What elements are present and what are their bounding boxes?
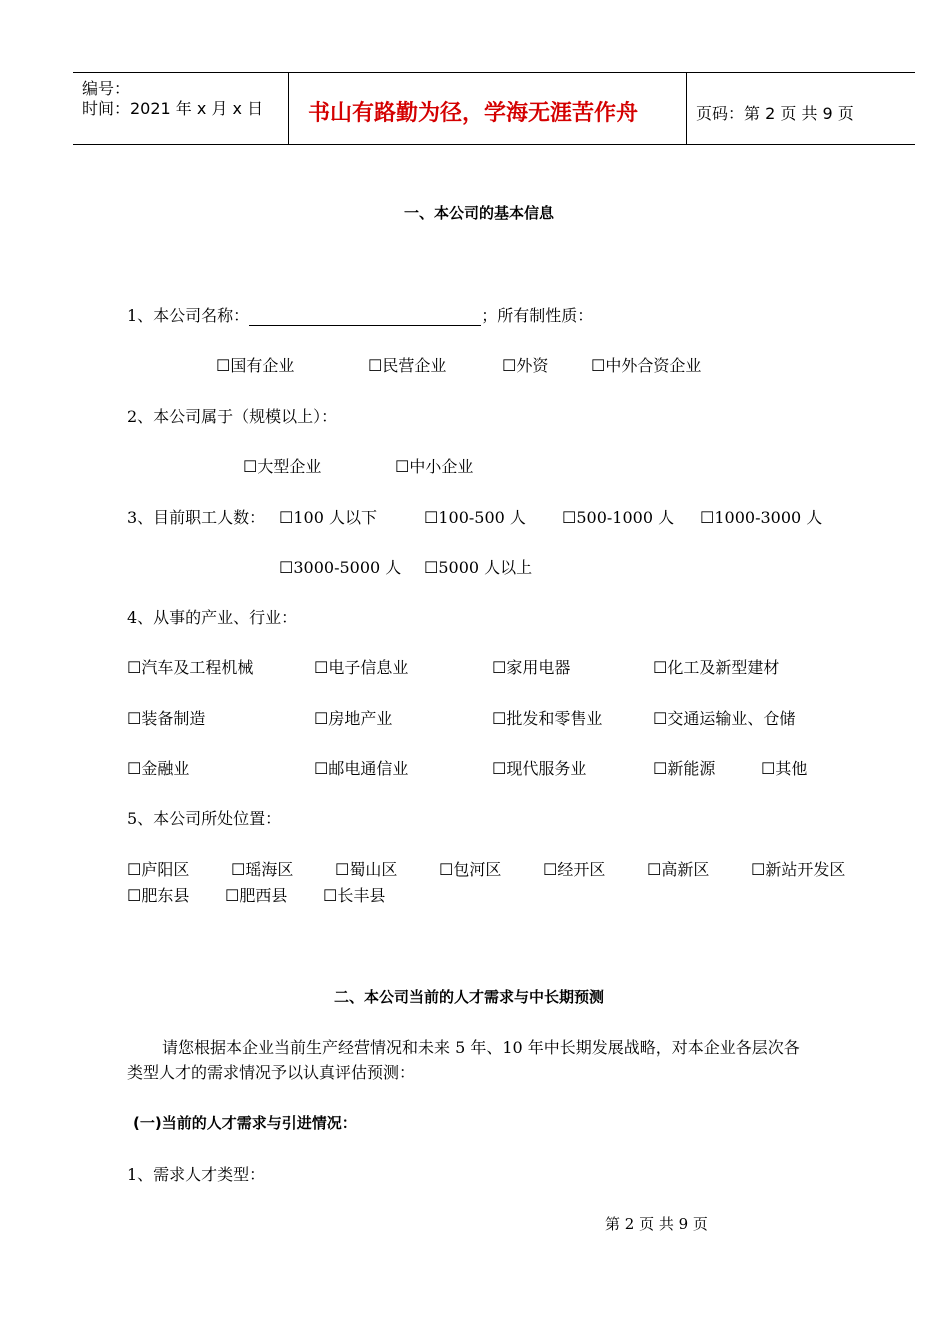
subsection-title: (一)当前的人才需求与引进情况： [133, 1114, 357, 1132]
option-1000-3000[interactable]: ☐1000-3000 人 [700, 508, 823, 527]
question-3-label: 3、目前职工人数： [127, 508, 266, 527]
option-real-estate[interactable]: ☐房地产业 [314, 709, 393, 728]
serial-number-label: 编号： [82, 79, 131, 98]
option-3000-5000[interactable]: ☐3000-5000 人 [279, 558, 402, 577]
option-changfeng[interactable]: ☐长丰县 [323, 886, 386, 905]
option-yaohai[interactable]: ☐瑶海区 [231, 860, 294, 879]
footer-page-number: 第 2 页 共 9 页 [605, 1215, 708, 1233]
option-baohe[interactable]: ☐包河区 [439, 860, 502, 879]
header-top-border [73, 72, 915, 73]
page-number-label: 页码：第 2 页 共 9 页 [696, 104, 854, 123]
section-2-question-1-label: 1、需求人才类型： [127, 1165, 266, 1184]
option-joint-venture[interactable]: ☐中外合资企业 [591, 356, 702, 375]
option-wholesale[interactable]: ☐批发和零售业 [492, 709, 603, 728]
option-feixi[interactable]: ☐肥西县 [225, 886, 288, 905]
question-2-label: 2、本公司属于（规模以上）： [127, 407, 338, 426]
option-modern-services[interactable]: ☐现代服务业 [492, 759, 587, 778]
company-name-field[interactable] [249, 309, 481, 326]
question-1-suffix: ；所有制性质： [481, 306, 594, 325]
option-under-100[interactable]: ☐100 人以下 [279, 508, 377, 527]
section-2-paragraph-line-2: 类型人才的需求情况予以认真评估预测： [127, 1063, 416, 1082]
option-gaoxin[interactable]: ☐高新区 [647, 860, 710, 879]
header-bottom-border [73, 144, 915, 145]
section-2-title: 二、本公司当前的人才需求与中长期预测 [334, 988, 605, 1006]
option-foreign[interactable]: ☐外资 [502, 356, 549, 375]
option-new-energy[interactable]: ☐新能源 [653, 759, 716, 778]
option-xinzhan[interactable]: ☐新站开发区 [751, 860, 846, 879]
header-divider-left [288, 72, 289, 145]
question-4-label: 4、从事的产业、行业： [127, 608, 298, 627]
option-500-1000[interactable]: ☐500-1000 人 [562, 508, 675, 527]
option-feidong[interactable]: ☐肥东县 [127, 886, 190, 905]
option-shushan[interactable]: ☐蜀山区 [335, 860, 398, 879]
option-state-owned[interactable]: ☐国有企业 [216, 356, 295, 375]
option-equipment[interactable]: ☐装备制造 [127, 709, 206, 728]
option-100-500[interactable]: ☐100-500 人 [424, 508, 526, 527]
date-label: 时间：2021 年 x 月 x 日 [82, 99, 264, 118]
option-large-enterprise[interactable]: ☐大型企业 [243, 457, 322, 476]
section-1-title: 一、本公司的基本信息 [404, 204, 555, 222]
option-transport[interactable]: ☐交通运输业、仓储 [653, 709, 796, 728]
option-over-5000[interactable]: ☐5000 人以上 [424, 558, 533, 577]
option-other[interactable]: ☐其他 [761, 759, 808, 778]
question-1-label: 1、本公司名称： [127, 306, 250, 325]
header-divider-right [686, 72, 687, 145]
header-motto: 书山有路勤为径，学海无涯苦作舟 [308, 101, 639, 126]
option-sme[interactable]: ☐中小企业 [395, 457, 474, 476]
option-finance[interactable]: ☐金融业 [127, 759, 190, 778]
option-telecom[interactable]: ☐邮电通信业 [314, 759, 409, 778]
option-luyang[interactable]: ☐庐阳区 [127, 860, 190, 879]
option-chemicals[interactable]: ☐化工及新型建材 [653, 658, 780, 677]
question-1 [127, 303, 593, 326]
question-5-label: 5、本公司所处位置： [127, 809, 282, 828]
option-private[interactable]: ☐民营企业 [368, 356, 447, 375]
option-jingkai[interactable]: ☐经开区 [543, 860, 606, 879]
option-electronics[interactable]: ☐电子信息业 [314, 658, 409, 677]
option-automotive[interactable]: ☐汽车及工程机械 [127, 658, 254, 677]
option-appliances[interactable]: ☐家用电器 [492, 658, 571, 677]
section-2-paragraph-line-1: 请您根据本企业当前生产经营情况和未来 5 年、10 年中长期发展战略，对本企业各层次各 [162, 1038, 800, 1057]
